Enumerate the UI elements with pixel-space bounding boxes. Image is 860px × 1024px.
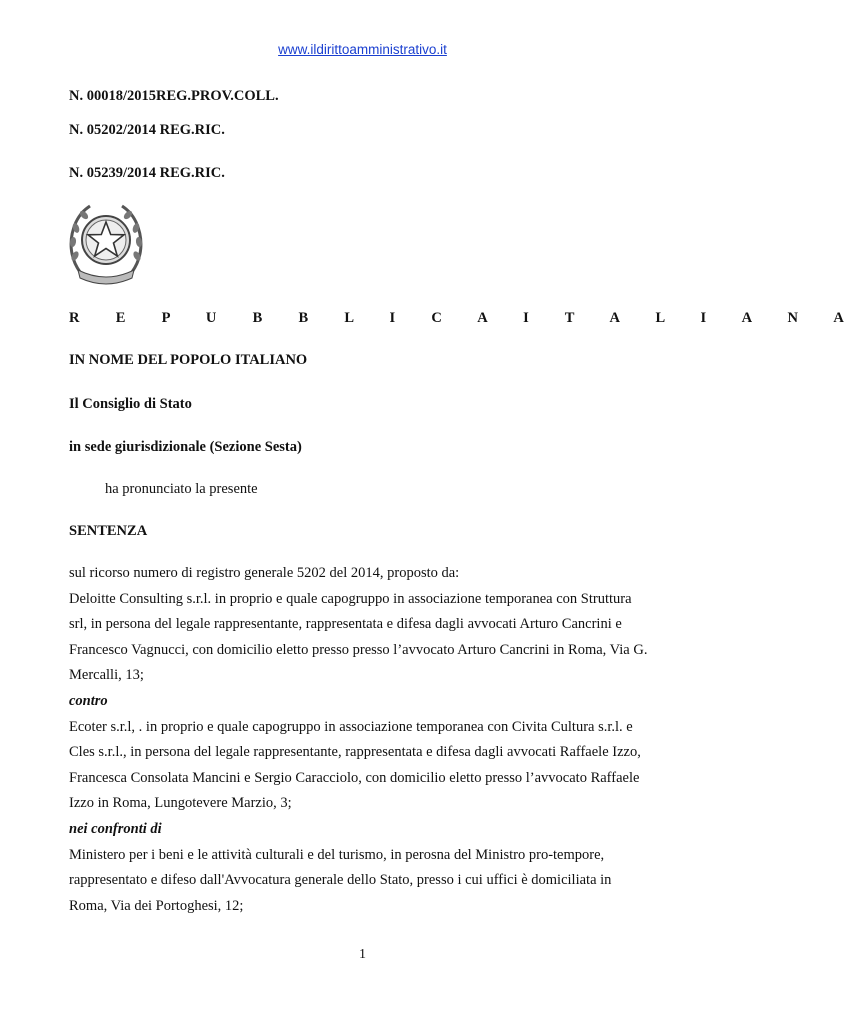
case-number-2: N. 05202/2014 REG.RIC. bbox=[69, 122, 225, 138]
body-line: Cles s.r.l., in persona del legale rappresentante, rappresentata e difesa dagli avvocati Raffaele Izzo, bbox=[69, 744, 641, 761]
italian-republic-emblem-icon bbox=[66, 198, 146, 284]
body-line: Mercalli, 13; bbox=[69, 667, 144, 684]
body-line: Izzo in Roma, Lungotevere Marzio, 3; bbox=[69, 795, 292, 812]
court-name: Il Consiglio di Stato bbox=[69, 396, 192, 412]
body-line: sul ricorso numero di registro generale 5202 del 2014, proposto da: bbox=[69, 565, 460, 581]
body-line: Roma, Via dei Portoghesi, 12; bbox=[69, 897, 244, 914]
body-line: Ecoter s.r.l, . in proprio e quale capogruppo in associazione temporanea con Civita Cultura s.r.l. e bbox=[69, 718, 633, 735]
republic-title: R E P U B B L I C A I T A L I A N A bbox=[69, 310, 860, 326]
people-line: IN NOME DEL POPOLO ITALIANO bbox=[69, 352, 308, 368]
body-line: srl, in persona del legale rappresentante, rappresentata e difesa dagli avvocati Arturo Cancrini e bbox=[69, 616, 622, 633]
website-link[interactable]: www.ildirittoamministrativo.it bbox=[278, 42, 447, 57]
case-number-3: N. 05239/2014 REG.RIC. bbox=[69, 165, 225, 181]
page-number: 1 bbox=[359, 947, 366, 962]
confronti-label: nei confronti di bbox=[69, 820, 162, 837]
case-number-1: N. 00018/2015REG.PROV.COLL. bbox=[69, 88, 279, 104]
body-line: Ministero per i beni e le attività culturali e del turismo, in perosna del Ministro pro-tempore, bbox=[69, 846, 605, 863]
body-line: rappresentato e difeso dall'Avvocatura generale dello Stato, presso i cui uffici è domiciliata in bbox=[69, 872, 612, 889]
court-section: in sede giurisdizionale (Sezione Sesta) bbox=[69, 439, 302, 455]
body-line: Deloitte Consulting s.r.l. in proprio e quale capogruppo in associazione temporanea con Struttura bbox=[69, 590, 632, 607]
contro-label: contro bbox=[69, 692, 108, 709]
ricorso-paragraph bbox=[69, 561, 669, 919]
sentence-label: SENTENZA bbox=[69, 523, 148, 539]
body-line: Francesca Consolata Mancini e Sergio Caracciolo, con domicilio eletto presso l’avvocato Raffaele bbox=[69, 769, 640, 786]
pronounced-line: ha pronunciato la presente bbox=[105, 481, 258, 497]
body-line: Francesco Vagnucci, con domicilio eletto presso presso l’avvocato Arturo Cancrini in Roma, Via G. bbox=[69, 641, 648, 658]
